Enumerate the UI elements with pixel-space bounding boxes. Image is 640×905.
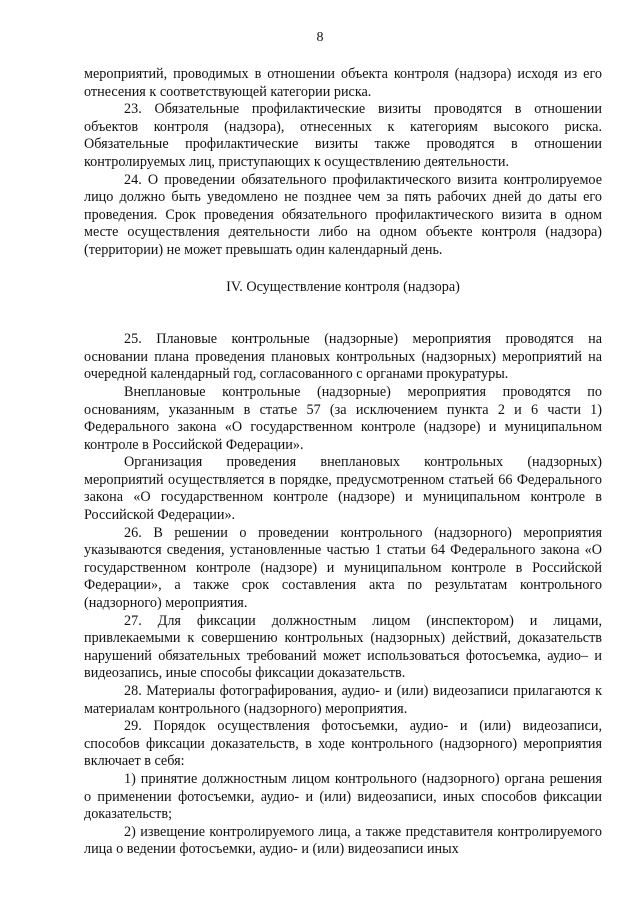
- paragraph-29: 29. Порядок осуществления фотосъемки, аудио- и (или) видеозаписи, способов фиксации доказательств, в ходе контрольного (надзорного) мероприятия включает в себя:: [84, 718, 602, 770]
- list-item-1: 1) принятие должностным лицом контрольного (надзорного) органа решения о применении фотосъемки, аудио- и (или) видеозаписи, иных способов фиксации доказательств;: [84, 770, 602, 823]
- document-body: [84, 66, 602, 859]
- paragraph-23: 23. Обязательные профилактические визиты проводятся в отношении объектов контроля (надзора), отнесенных к категориям высокого риска. Обязательные профилактические визиты также проводятся в отношении контролируемых лиц, приступающих к осуществлению деятельности.: [84, 101, 602, 170]
- paragraph-28: 28. Материалы фотографирования, аудио- и (или) видеозаписи прилагаются к материалам контрольного (надзорного) мероприятия.: [84, 683, 602, 717]
- section-heading: IV. Осуществление контроля (надзора): [226, 278, 460, 295]
- paragraph-26: 26. В решении о проведении контрольного (надзорного) мероприятия указываются сведения, установленные частью 1 статьи 64 Федерального закона «О государственном контроле (надзоре) и муниципальном контроле в Российской Федерации», а также срок составления акта по результатам контрольного (надзорного) мероприятия.: [84, 524, 602, 612]
- paragraph-27: 27. Для фиксации должностным лицом (инспектором) и лицами, привлекаемыми к совершению контрольных (надзорных) действий, доказательств нарушений обязательных требований может использоваться фотосъемка, аудио– и видеозапись, иные способы фиксации доказательств.: [84, 612, 602, 682]
- paragraph-continuation: мероприятий, проводимых в отношении объекта контроля (надзора) исходя из его отнесения к соответствующей категории риска.: [84, 66, 602, 100]
- paragraph-unscheduled: Внеплановые контрольные (надзорные) мероприятия проводятся по основаниям, указанным в статье 57 (за исключением пункта 2 и 6 части 1) Федерального закона «О государственном контроле (надзоре) и муниципальном контроле в Российской Федерации».: [84, 383, 602, 453]
- page-number: 8: [316, 30, 324, 45]
- paragraph-24: 24. О проведении обязательного профилактического визита контролируемое лицо должно быть уведомлено не позднее чем за пять рабочих дней до даты его проведения. Срок проведения обязательного профилактического визита в одном месте осуществления деятельности либо на одном объекте контроля (надзора) (территории) не может превышать один календарный день.: [84, 171, 602, 258]
- list-item-2: 2) извещение контролируемого лица, а также представителя контролируемого лица о ведении фотосъемки, аудио- и (или) видеозаписи иных: [84, 823, 602, 858]
- paragraph-25: 25. Плановые контрольные (надзорные) мероприятия проводятся на основании плана проведения плановых контрольных (надзорных) мероприятий на очередной календарный год, согласованного с органами прокуратуры.: [84, 331, 602, 383]
- paragraph-organization: Организация проведения внеплановых контрольных (надзорных) мероприятий осуществляется в порядке, предусмотренном статьей 66 Федерального закона «О государственном контроле (надзоре) и муниципальном контроле в Российской Федерации».: [84, 454, 602, 524]
